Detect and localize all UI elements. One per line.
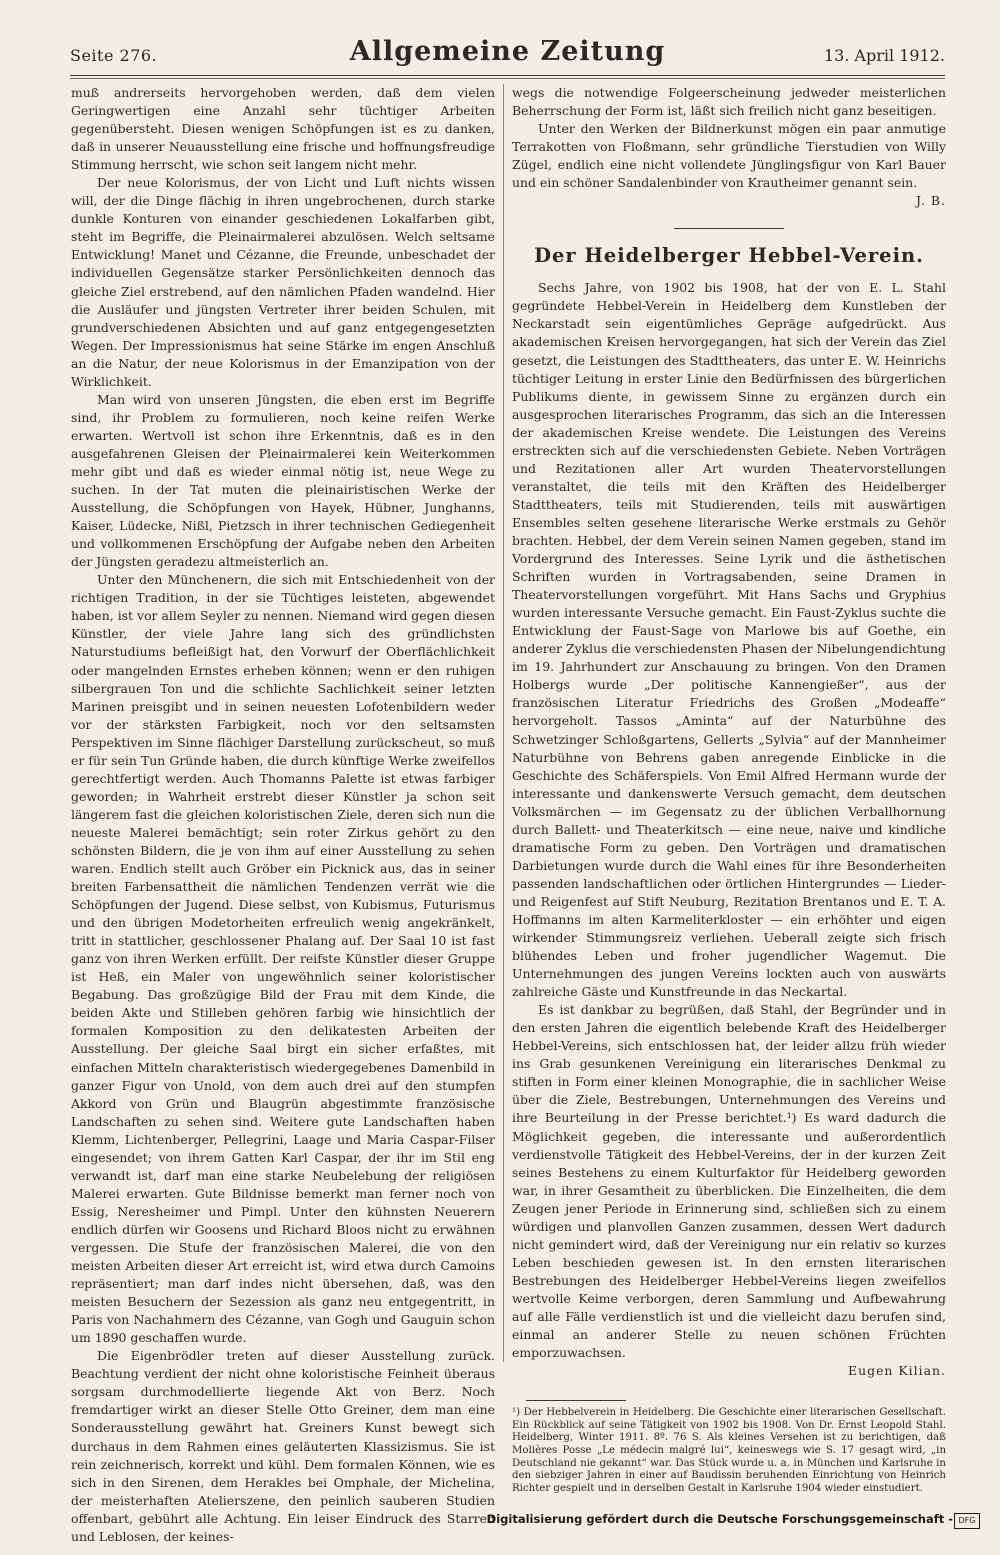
article-title: Der Heidelberger Hebbel-Verein. bbox=[534, 244, 924, 268]
page-footer bbox=[0, 1506, 1000, 1546]
issue-date: 13. April 1912. bbox=[823, 46, 945, 65]
left-paragraph: Die Eigenbrödler treten auf dieser Ausstellung zurück. Beachtung verdient der nicht ohne koloristische Feinheit überaus sorgsam durchmodellierte liegende Akt von Berz. Noch fremdartiger wirkt an dieser Stelle Otto Greiner, dem man eine Sonderausstellung gewährt hat. Greiners Kunst bewegt sich durchaus in dem Rahmen eines geläuterten Klassizismus. Sie ist rein zeichnerisch, korrekt und kühl. Dem formalen Können, wie es sich in den Sirenen, dem Herakles bei Omphale, der Michelina, der meisterhaften Atelierszene, den peinlich sauberen Studien offenbart, gebührt alle Achtung. Ein leiser Eindruck des Starren und Leblosen, der keines- bbox=[71, 1348, 495, 1544]
header-rule bbox=[70, 75, 945, 76]
footnote-rule bbox=[526, 1400, 626, 1401]
footnote: ¹) Der Hebbelverein in Heidelberg. Die Geschichte einer literarischen Gesellschaft. Ein Rückblick auf seine Tätigkeit von 1902 bis 1908. Von Dr. Ernst Leopold Stahl. Heidelberg, Winter 1911. 8º. 76 S. Als kleines Versehen ist zu berichtigen, daß Molières Posse „Le médecin malgré lui“, keineswegs wie S. 17 gesagt wird, „in Deutschland nie gekannt“ war. Das Stück wurde u. a. in München und Karlsruhe in den siebziger Jahren in einer auf Baudissin beruhenden Einrichtung von Heinrich Richter gespielt und in derselben Gestalt in Karlsruhe 1904 wieder einstudiert. bbox=[512, 1407, 946, 1494]
left-paragraph: muß andrerseits hervorgehoben werden, daß dem vielen Geringwertigen eine Anzahl sehr tüchtiger Arbeiten gegenübersteht. Diesen wenigen Schöpfungen ist es zu danken, daß in unserer Neuausstellung eine frische und hoffnungsfreudige Stimmung herrscht, wie schon seit langem nicht mehr. bbox=[71, 85, 495, 173]
dfg-logo: DFG bbox=[954, 1513, 980, 1529]
funding-credit: Digitalisierung gefördert durch die Deutsche Forschungsgemeinschaft - bbox=[486, 1512, 953, 1526]
right-column bbox=[512, 84, 946, 1495]
page-number: Seite 276. bbox=[70, 46, 158, 65]
article-signature: Eugen Kilian. bbox=[848, 1363, 946, 1379]
page-header bbox=[70, 36, 945, 72]
left-paragraph: Der neue Kolorismus, der von Licht und Luft nichts wissen will, der die Dinge flächig in ihren ungebrochenen, durch starke dunkle Konturen von einander geschiedenen Lokalfarben gibt, steht im Begriffe, die Pleinairmalerei abzulösen. Welch seltsame Entwicklung! Manet und Cézanne, die Freunde, unbeschadet der individuellen Gegensätze starker Persönlichkeiten dennoch das gleiche Ziel erstrebend, auf den nämlichen Pfaden wandelnd. Hier die Ausläufer und jüngsten Vertreter ihrer beiden Schulen, mit grundverschiedenen Absichten und auf ganz entgegengesetzten Wegen. Der Impressionismus hat seine Stärke im engen Anschluß an die Natur, der neue Kolorismus in der Emanzipation von der Wirklichkeit. bbox=[71, 175, 495, 389]
masthead-title: Allgemeine Zeitung bbox=[349, 36, 666, 67]
intro-signature: J. B. bbox=[915, 193, 946, 209]
left-paragraph: Unter den Münchenern, die sich mit Entschiedenheit von der richtigen Tradition, in der sie Tüchtiges leisteten, abgewendet haben, ist vor allem Seyler zu nennen. Niemand wird gegen diesen Künstler, der viele Jahre lang sich des gründlichsten Naturstudiums befleißigt hat, den Vorwurf der Oberflächlichkeit oder mangelnden Ernstes erheben können; wenn er den ruhigen silbergrauen Ton und die schlichte Sachlichkeit seiner letzten Marinen preisgibt und in seinen neuesten Lofotenbildern weder vor der stärksten Farbigkeit, noch vor den seltsamsten Perspektiven im Sinne flächiger Darstellung zurückscheut, so muß er für sein Tun Gründe haben, die durch künftige Werke zweifellos gerechtfertigt werden. Auch Thomanns Palette ist etwas farbiger geworden; in Wahrheit erstrebt dieser Künstler ja schon seit längerem fast die gleichen koloristischen Ziele, deren sich nun die neueste Malerei bemächtigt; sein roter Zirkus gehört zu den schönsten Bildern, die je von ihm auf einer Ausstellung zu sehen waren. Endlich stellt auch Gröber ein Picknick aus, das in seiner breiten Farbensattheit die nämlichen Tendenzen verrät wie die Schöpfungen der Jugend. Diese selbst, von Kubismus, Futurismus und den übrigen Modetorheiten erfreulich wenig angekränkelt, tritt in stattlicher, geschlossener Phalang auf. Der Saal 10 ist fast ganz von ihren Werken erfüllt. Der reifste Künstler dieser Gruppe ist Heß, ein Maler von ungewöhnlich seiner koloristischer Begabung. Das großzügige Bild der Frau mit dem Kinde, die beiden Akte und Stilleben gehören farbig wie hinsichtlich der formalen Komposition zu den delikatesten Arbeiten der Ausstellung. Der gleiche Saal birgt ein sicher erfaßtes, mit einfachen Mitteln charakteristisch wiedergegebenes Damenbild in ganzer Figur von Unold, von dem auch drei auf den stumpfen Akkord von Grün und Blaugrün abgestimmte französische Landschaften zu sehen sind. Weitere gute Landschaften haben Klemm, Lichtenberger, Pellegrini, Laage und Maria Caspar-Filser eingesendet; von ihrem Gatten Karl Caspar, der ihr im Stil eng verwandt ist, darf man eine starke Neubelebung der religiösen Malerei erwarten. Gute Bildnisse bemerkt man ferner noch von Essig, Neresheimer und Pimpl. Unter den kühnsten Neuerern endlich dürfen wir Goosens und Richard Bloos nicht zu erwähnen vergessen. Die Stufe der französischen Malerei, die von den meisten Arbeiten dieser Art erreicht ist, wird etwa durch Camoins repräsentiert; man darf indes nicht übersehen, daß, was den meisten Besuchern der Sezession als ganz neu entgegentritt, in Paris von Nachahmern des Cézanne, van Gogh und Gauguin schon um 1890 geschaffen wurde. bbox=[71, 572, 495, 1346]
article-paragraph: Es ist dankbar zu begrüßen, daß Stahl, der Begründer und in den ersten Jahren die eigentlich belebende Kraft des Heidelberger Hebbel-Vereins, sich entschlossen hat, der leider allzu früh wieder ins Grab gesunkenen Vereinigung ein literarisches Denkmal zu stiften in Form einer kleinen Monographie, die in sachlicher Weise über die Ziele, Bestrebungen, Unternehmungen des Vereins und ihre Beurteilung in der Presse berichtet.¹) Es ward dadurch die Möglichkeit gegeben, die interessante und außerordentlich verdienstvolle Tätigkeit des Hebbel-Vereins, der in der kurzen Zeit seines Bestehens zu einem Kulturfaktor für Heidelberg geworden war, in ihrer Gesamtheit zu überblicken. Die Einzelheiten, die dem Zeugen jener Periode in Erinnerung sind, schließen sich zu einem würdigen und planvollen Ganzen zusammen, dessen Wert dadurch nicht gemindert wird, daß der Vereinigung nur ein relativ so kurzes Leben beschieden gewesen ist. In den ernsten literarischen Bestrebungen des Heidelberger Hebbel-Vereins liegen zweifellos wertvolle Keime verborgen, deren Sammlung und Aufbewahrung auf alle Fälle verdienstlich ist und die vielleicht dazu berufen sind, einmal an anderer Stelle zu neuen schönen Früchten emporzuwachsen. bbox=[512, 1002, 946, 1361]
left-column bbox=[71, 84, 495, 1546]
right-paragraph: wegs die notwendige Folgeerscheinung jedweder meisterlichen Beherrschung der Form ist, läßt sich freilich nicht ganz beseitigen. bbox=[512, 85, 946, 119]
column-divider bbox=[503, 84, 504, 1362]
right-paragraph: Unter den Werken der Bildnerkunst mögen ein paar anmutige Terrakotten von Floßmann, sehr gründliche Tierstudien von Willy Zügel, endlich eine nicht vollendete Jünglingsfigur von Karl Bauer und ein schöner Sandalenbinder von Krautheimer genannt sein. bbox=[512, 121, 946, 191]
section-divider bbox=[674, 228, 784, 229]
left-paragraph: Man wird von unseren Jüngsten, die eben erst im Begriffe sind, ihr Problem zu formulieren, noch keine reifen Werke erwarten. Wertvoll ist schon ihre Erkenntnis, daß es in den ausgefahrenen Gleisen der Pleinairmalerei kein Weiterkommen mehr gibt und daß es wieder einmal nötig ist, neue Wege zu suchen. In der Tat muten die pleinairistischen Werke der Ausstellung, die Schöpfungen von Hayek, Hübner, Junghanns, Kaiser, Lüdecke, Nißl, Pietzsch in ihrer technischen Gediegenheit und vollkommenen Erschöpfung der Aufgabe neben den Arbeiten der Jüngsten geradezu altmeisterlich an. bbox=[71, 391, 495, 570]
article-paragraph: Sechs Jahre, von 1902 bis 1908, hat der von E. L. Stahl gegründete Hebbel-Verein in Heidelberg dem Kunstleben der Neckarstadt sein eigentümliches Gepräge aufgedrückt. Aus akademischen Kreisen hervorgegangen, hat sich der Verein das Ziel gesetzt, die Leistungen des Stadttheaters, das unter E. W. Heinrichs tüchtiger Leitung in erster Linie den Bedürfnissen des bürgerlichen Publikums diente, in gewissem Sinne zu ergänzen durch ein ausgesprochen literarisches Programm, das sich an die Interessen der akademischen Kreise wendete. Die Leistungen des Vereins erstreckten sich auf die verschiedensten Gebiete. Neben Vorträgen und Rezitationen aller Art wurden Theatervorstellungen veranstaltet, die teils mit den Kräften des Heidelberger Stadttheaters, teils mit Studierenden, teils mit auswärtigen Ensembles selten gesehene literarische Werke erstmals zu Gehör brachten. Hebbel, der dem Verein seinen Namen gegeben, stand im Vordergrund des Interesses. Seine Lyrik und die ästhetischen Schriften wurden in Vortragsabenden, seine Dramen in Theatervorstellungen vorgeführt. Mit Hans Sachs und Gryphius wurden interessante Versuche gemacht. Ein Faust-Zyklus suchte die Entwicklung der Faust-Sage von Marlowe bis auf Goethe, ein anderer Zyklus die verschiedensten Phasen der Nibelungendichtung im 19. Jahrhundert zur Anschauung zu bringen. Von den Dramen Holbergs wurde „Der politische Kannengießer“, aus der französischen Literatur Friedrichs des Großen „Modeaffe“ hervorgeholt. Tassos „Aminta“ auf der Naturbühne des Schwetzinger Schloßgartens, Gellerts „Sylvia“ auf der Mannheimer Naturbühne von Behrens gaben anregende Einblicke in die Geschichte des Schäferspiels. Von Emil Alfred Hermann wurde der interessante und dankenswerte Versuch gemacht, dem deutschen Volksmärchen — im Gegensatz zu der üblichen Verballhornung durch Ballett- und Theaterkitsch — eine neue, naive und kindliche dramatische Form zu geben. Den Vorträgen und dramatischen Darbietungen wurde durch die Wahl eines für ihre Besonderheiten passenden landschaftlichen oder örtlichen Hintergrundes — Lieder- und Reigenfest auf Stift Neuburg, Rezitation Brentanos und E. T. A. Hoffmanns im alten Karmeliterkloster — ein erhöhter und eigen wirkender Stimmungsreiz verliehen. Ueberall zeigte sich frisch blühendes Leben und froher jugendlicher Wagemut. Die Unternehmungen des jungen Vereins lockten auch von auswärts zahlreiche Gäste und Kunstfreunde in das Neckartal. bbox=[512, 280, 946, 1000]
header-rule-thin bbox=[70, 78, 945, 79]
